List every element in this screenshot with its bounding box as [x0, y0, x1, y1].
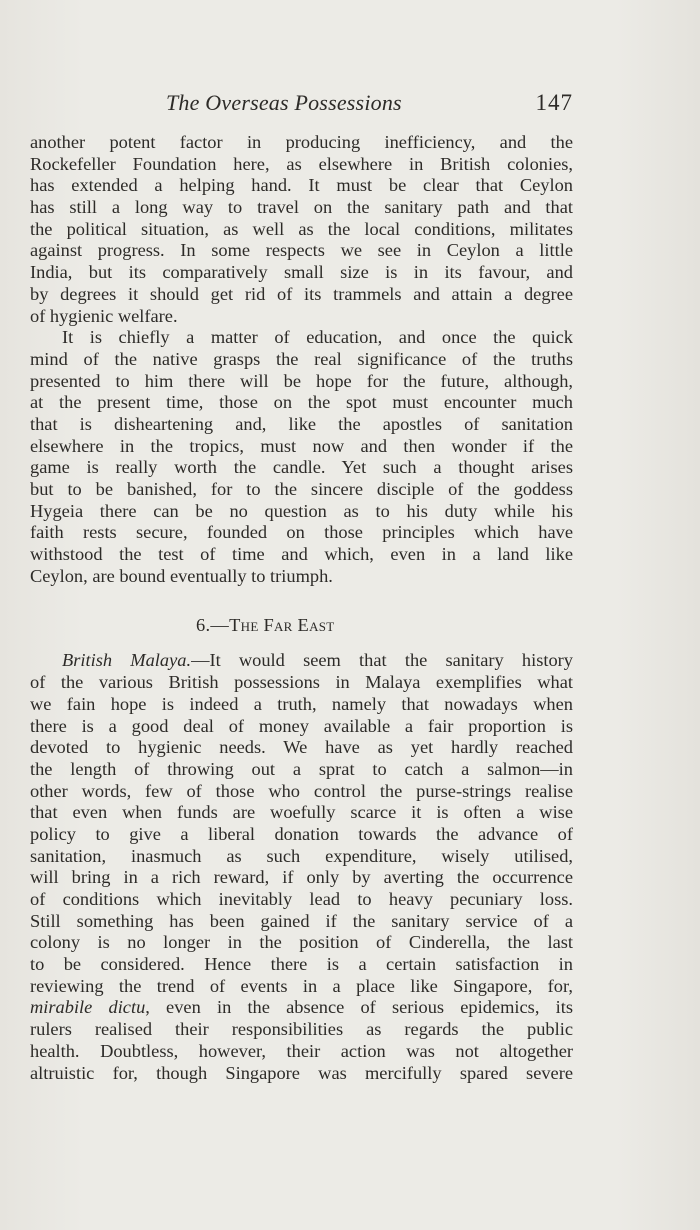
text-line: It is chiefly a matter of education, and once the quick	[62, 327, 573, 348]
paragraph-ceylon-sanitation	[30, 132, 573, 327]
text-line: by degrees it should get rid of its trammels and attain a degree	[30, 283, 573, 304]
text-line: rulers realised their responsibilities as regards the public	[30, 1019, 573, 1040]
section-title: The Far East	[229, 615, 335, 636]
text-line: at the present time, those on the spot must encounter much	[30, 392, 573, 413]
text-line: presented to him there will be hope for the future, although,	[30, 370, 573, 391]
text-line: Still something has been gained if the sanitary service of a	[30, 910, 573, 931]
page-number: 147	[535, 90, 573, 115]
text-line: of the various British possessions in Malaya exemplifies what	[30, 672, 573, 693]
text-line	[30, 997, 573, 1019]
text-line: another potent factor in producing inefficiency, and the	[30, 132, 573, 152]
body-text	[30, 132, 573, 1084]
text-line: devoted to hygienic needs. We have as yet hardly reached	[30, 737, 573, 758]
text-line: to be considered. Hence there is a certain satisfaction in	[30, 954, 573, 975]
text-line: mind of the native grasps the real significance of the truths	[30, 348, 573, 369]
text-line: India, but its comparatively small size is in its favour, and	[30, 262, 573, 283]
latin-phrase: mirabile dictu	[30, 997, 146, 1018]
text-line: game is really worth the candle. Yet such a thought arises	[30, 457, 573, 478]
text-line: of conditions which inevitably lead to heavy pecuniary loss.	[30, 889, 573, 909]
section-heading	[30, 614, 573, 636]
text-line: withstood the test of time and which, even in a land like	[30, 544, 573, 565]
text-line: other words, few of those who control the purse-strings realise	[30, 780, 573, 801]
text-line: health. Doubtless, however, their action was not altogether	[30, 1040, 573, 1061]
text-line: against progress. In some respects we see in Ceylon a little	[30, 240, 573, 261]
text-span: —It would seem that the sanitary history	[191, 650, 573, 671]
text-line: policy to give a liberal donation towards the advance of	[30, 823, 573, 844]
text-line: the length of throwing out a sprat to catch a salmon—in	[30, 758, 573, 779]
text-line: of hygienic welfare.	[30, 305, 178, 326]
text-line: reviewing the trend of events in a place like Singapore, for,	[30, 975, 573, 996]
text-line: the political situation, as well as the local conditions, militates	[30, 218, 573, 239]
text-line: altruistic for, though Singapore was mercifully spared severe	[30, 1062, 573, 1083]
text-line: will bring in a rich reward, if only by averting the occurrence	[30, 867, 573, 888]
text-line: sanitation, inasmuch as such expenditure, wisely utilised,	[30, 845, 573, 866]
text-line: faith rests secure, founded on those principles which have	[30, 522, 573, 543]
side-heading: British Malaya.	[62, 650, 192, 671]
running-title: The Overseas Possessions	[166, 90, 402, 115]
text-line: that is disheartening and, like the apostles of sanitation	[30, 413, 573, 434]
heading-spacer	[30, 636, 573, 650]
section-number: 6.—	[196, 615, 230, 636]
text-line: but to be banished, for to the sincere disciple of the goddess	[30, 479, 573, 499]
paragraph-british-malaya	[30, 650, 573, 1084]
text-line: we fain hope is indeed a truth, namely that nowadays when	[30, 693, 573, 714]
text-line: that even when funds are woefully scarce it is often a wise	[30, 802, 573, 823]
text-span: , even in the absence of serious epidemics, its	[145, 997, 573, 1018]
text-line: Ceylon, are bound eventually to triumph.	[30, 565, 333, 586]
text-line: Rockefeller Foundation here, as elsewhere in British colonies,	[30, 153, 573, 174]
page-header	[30, 90, 573, 122]
text-line: elsewhere in the tropics, must now and then wonder if the	[30, 435, 573, 456]
text-line: has still a long way to travel on the sanitary path and that	[30, 197, 573, 218]
text-line	[30, 650, 573, 672]
paragraph-education	[30, 327, 573, 587]
text-line: Hygeia there can be no question as to his duty while his	[30, 500, 573, 521]
text-line: colony is no longer in the position of Cinderella, the last	[30, 932, 573, 953]
text-line: there is a good deal of money available a fair proportion is	[30, 715, 573, 736]
text-line: has extended a helping hand. It must be clear that Ceylon	[30, 175, 573, 196]
section-spacer	[30, 587, 573, 614]
